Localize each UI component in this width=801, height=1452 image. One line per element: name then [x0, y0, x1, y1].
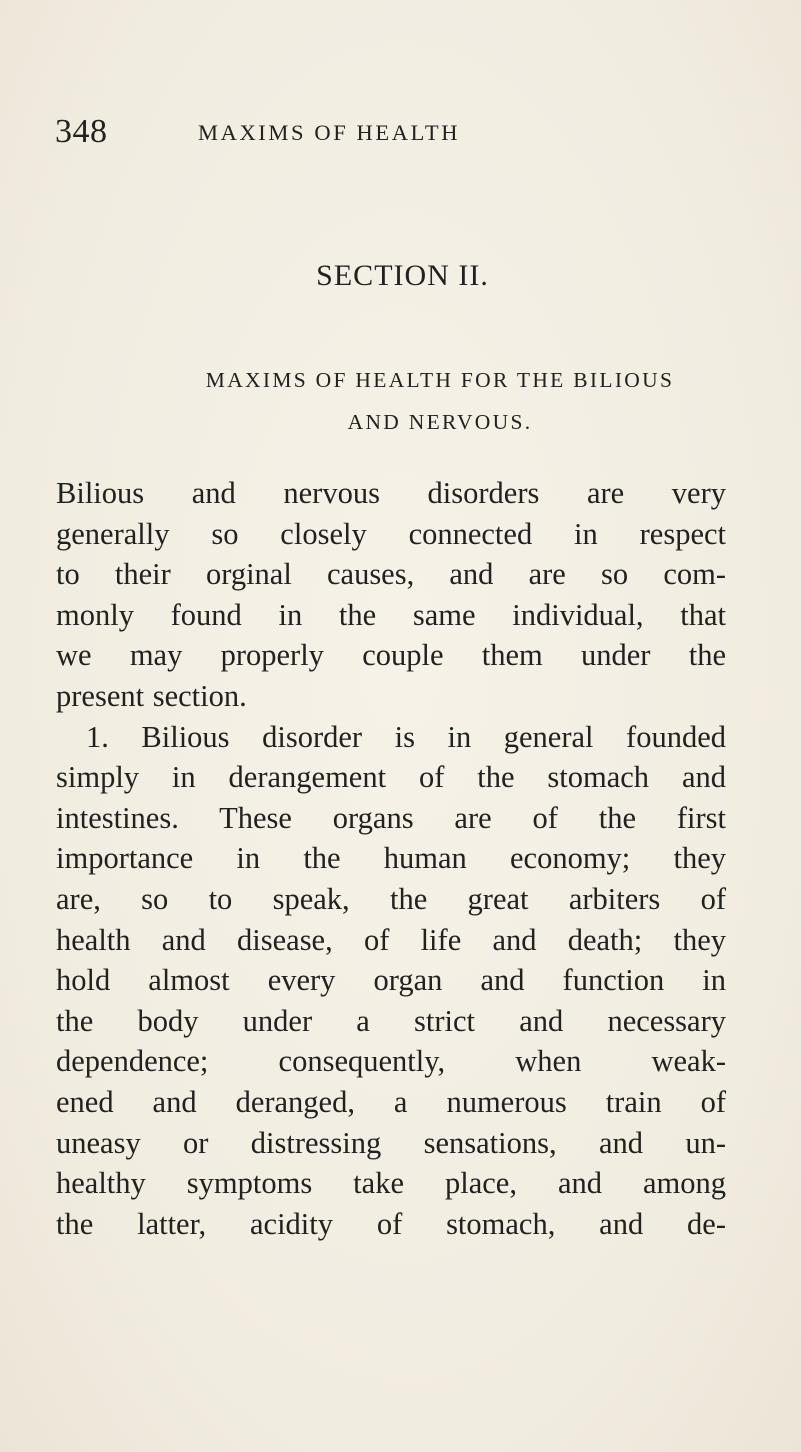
body-text	[56, 473, 726, 1244]
text-line: Bilious and nervous disorders are very	[56, 476, 726, 510]
text-line: the body under a strict and necessary	[56, 1003, 726, 1038]
text-line: simply in derangement of the stomach and	[56, 760, 726, 795]
text-line: are, so to speak, the great arbiters of	[56, 881, 726, 916]
text-line: dependence; consequently, when weak-	[56, 1044, 726, 1079]
text-line: we may properly couple them under the	[56, 638, 726, 673]
text-line: to their orginal causes, and are so com-	[56, 557, 726, 592]
text-line: importance in the human economy; they	[56, 841, 726, 876]
text-line: uneasy or distressing sensations, and un-	[56, 1125, 726, 1160]
page-number: 348	[55, 113, 108, 150]
text-line: the latter, acidity of stomach, and de-	[56, 1206, 726, 1241]
section-heading: SECTION II.	[316, 259, 489, 292]
text-line: 1. Bilious disorder is in general founded	[86, 719, 726, 754]
section-subheading	[145, 359, 735, 443]
subheading-line: AND NERVOUS.	[347, 410, 533, 434]
text-line: present section.	[56, 678, 247, 713]
text-line: generally so closely connected in respect	[56, 516, 726, 551]
text-line: health and disease, of life and death; they	[56, 922, 726, 957]
paragraph-intro	[56, 473, 726, 717]
text-line: hold almost every organ and function in	[56, 963, 726, 998]
text-line: monly found in the same individual, that	[56, 597, 726, 632]
subheading-line: MAXIMS OF HEALTH FOR THE BILIOUS	[205, 368, 675, 392]
running-title: MAXIMS OF HEALTH	[198, 120, 461, 145]
paragraph-maxim-1	[56, 717, 726, 1245]
text-line: ened and deranged, a numerous train of	[56, 1084, 726, 1119]
text-line: intestines. These organs are of the first	[56, 800, 726, 835]
text-line: healthy symptoms take place, and among	[56, 1166, 726, 1201]
running-head	[55, 112, 755, 152]
